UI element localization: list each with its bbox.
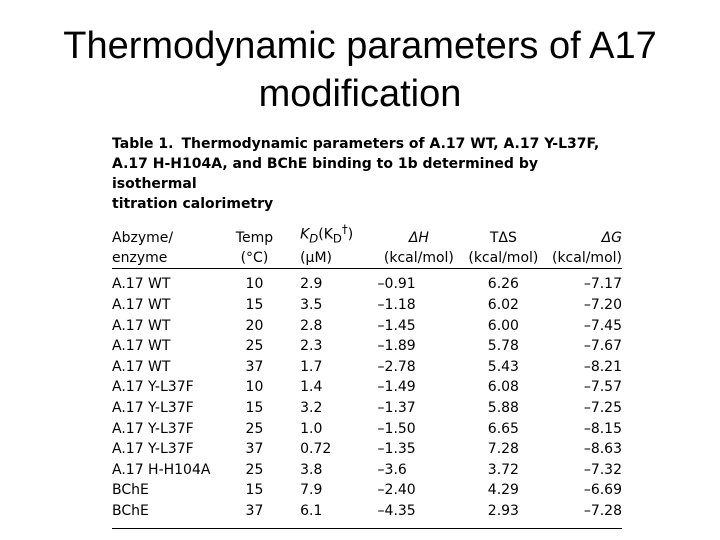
cell-name: BChE <box>112 501 223 528</box>
cell-temp: 37 <box>245 358 264 375</box>
table-row <box>112 419 622 440</box>
cell-temp: 37 <box>245 441 264 458</box>
cell-kd: 6.1 <box>286 501 377 528</box>
table-row <box>112 480 622 501</box>
cell-name: A.17 WT <box>112 297 171 314</box>
cell-temp: 10 <box>245 276 264 293</box>
table-body <box>112 269 622 528</box>
cell-temp: 25 <box>245 420 264 437</box>
cell-temp: 15 <box>245 400 264 417</box>
cell-dg: –7.20 <box>583 297 622 314</box>
header-t-delta-s <box>460 219 546 269</box>
cell-dh: –2.40 <box>377 482 416 499</box>
cell-name: A.17 Y-L37F <box>112 400 194 417</box>
cell-name: A.17 WT <box>112 317 171 334</box>
header-kd-paren-sub: D <box>332 231 342 246</box>
table-caption-label: Table 1. <box>112 136 174 152</box>
cell-name: A.17 WT <box>112 358 171 375</box>
cell-dg: –8.15 <box>583 420 622 437</box>
header-kd-unit: (µM) <box>300 250 333 267</box>
cell-kd: 2.8 <box>300 317 323 334</box>
cell-name: A.17 Y-L37F <box>112 441 194 458</box>
cell-temp: 25 <box>245 461 264 478</box>
header-name-line-2: enzyme <box>112 250 168 267</box>
cell-dh: –1.45 <box>377 317 416 334</box>
table-row <box>112 501 622 528</box>
cell-temp: 37 <box>223 501 286 528</box>
table-row <box>112 295 622 316</box>
cell-name: A.17 WT <box>112 276 171 293</box>
cell-dg: –7.67 <box>583 338 622 355</box>
cell-tds: 6.08 <box>487 379 519 396</box>
cell-tds: 7.28 <box>487 441 519 458</box>
header-dh-symbol: ΔH <box>408 230 429 247</box>
cell-dh: –2.78 <box>377 358 416 375</box>
header-kd-close: ) <box>347 226 354 243</box>
cell-dg: –7.57 <box>583 379 622 396</box>
cell-kd: 1.0 <box>300 420 323 437</box>
header-kd-sub: D <box>309 231 319 246</box>
header-tds-symbol: TΔS <box>489 230 517 247</box>
cell-kd: 0.72 <box>300 441 332 458</box>
slide-title-line-2: modification <box>258 73 462 115</box>
header-dg-symbol: ΔG <box>601 230 622 247</box>
cell-dh: –1.49 <box>377 379 416 396</box>
table-row <box>112 316 622 337</box>
table-row <box>112 398 622 419</box>
cell-kd: 1.7 <box>300 358 323 375</box>
cell-tds: 6.65 <box>487 420 519 437</box>
slide-title <box>20 22 700 118</box>
cell-kd: 3.2 <box>300 400 323 417</box>
cell-dg: –7.25 <box>583 400 622 417</box>
cell-kd: 2.9 <box>300 276 323 293</box>
table-header-row <box>112 219 622 269</box>
cell-temp: 10 <box>245 379 264 396</box>
table-row <box>112 377 622 398</box>
cell-dg: –8.63 <box>583 441 622 458</box>
header-dg-unit: (kcal/mol) <box>551 250 622 267</box>
cell-tds: 3.72 <box>487 461 519 478</box>
cell-kd: 3.8 <box>300 461 323 478</box>
table-row <box>112 460 622 481</box>
header-name-line-1: Abzyme/ <box>112 230 174 247</box>
cell-tds: 6.26 <box>487 276 519 293</box>
header-delta-h <box>378 219 461 269</box>
table-block <box>112 134 622 529</box>
header-kd <box>286 219 377 269</box>
table-caption-line-1: Thermodynamic parameters of A.17 WT, A.17 Y-L37F, <box>181 136 600 152</box>
cell-kd: 3.5 <box>300 297 323 314</box>
cell-dh: –1.18 <box>377 297 416 314</box>
cell-kd: 1.4 <box>300 379 323 396</box>
cell-temp: 20 <box>245 317 264 334</box>
header-kd-k: K <box>300 226 310 243</box>
cell-dg: –7.28 <box>547 501 622 528</box>
cell-dh: –4.35 <box>378 501 461 528</box>
cell-dh: –1.89 <box>377 338 416 355</box>
cell-tds: 5.43 <box>487 358 519 375</box>
cell-temp: 15 <box>245 297 264 314</box>
cell-dh: –1.37 <box>377 400 416 417</box>
cell-tds: 2.93 <box>460 501 546 528</box>
cell-kd: 7.9 <box>300 482 323 499</box>
cell-name: A.17 Y-L37F <box>112 379 194 396</box>
table-row <box>112 336 622 357</box>
cell-temp: 15 <box>245 482 264 499</box>
cell-tds: 5.78 <box>487 338 519 355</box>
slide-title-line-1: Thermodynamic parameters of A17 <box>63 25 657 67</box>
header-temp-line-2: (°C) <box>240 250 269 267</box>
cell-dh: –1.50 <box>377 420 416 437</box>
table-caption <box>112 134 622 214</box>
cell-dg: –7.17 <box>583 276 622 293</box>
cell-name: BChE <box>112 482 149 499</box>
cell-name: A.17 Y-L37F <box>112 420 194 437</box>
table-caption-line-3: titration calorimetry <box>112 196 274 212</box>
cell-dh: –1.35 <box>377 441 416 458</box>
cell-dh: –0.91 <box>377 276 416 293</box>
table-row <box>112 439 622 460</box>
header-kd-paren: (K <box>318 226 333 243</box>
cell-tds: 6.00 <box>487 317 519 334</box>
cell-name: A.17 WT <box>112 338 171 355</box>
cell-kd: 2.3 <box>300 338 323 355</box>
header-tds-unit: (kcal/mol) <box>468 250 539 267</box>
cell-tds: 4.29 <box>487 482 519 499</box>
header-temp-line-1: Temp <box>235 230 274 247</box>
header-dh-unit: (kcal/mol) <box>383 250 454 267</box>
table-row <box>112 269 622 295</box>
table-caption-line-2: A.17 H-H104A, and BChE binding to 1b determined by isothermal <box>112 156 538 192</box>
header-delta-g <box>547 219 622 269</box>
cell-dg: –8.21 <box>583 358 622 375</box>
cell-tds: 5.88 <box>487 400 519 417</box>
header-kd-dagger: † <box>341 222 348 236</box>
cell-dg: –7.32 <box>583 461 622 478</box>
thermodynamics-table <box>112 219 622 529</box>
header-kd-symbol <box>300 219 377 248</box>
cell-dg: –6.69 <box>583 482 622 499</box>
table-row <box>112 357 622 378</box>
cell-dg: –7.45 <box>583 317 622 334</box>
cell-name: A.17 H-H104A <box>112 461 211 478</box>
cell-temp: 25 <box>245 338 264 355</box>
cell-dh: –3.6 <box>377 461 407 478</box>
header-temp <box>223 219 286 269</box>
header-abzyme-enzyme <box>112 219 223 269</box>
cell-tds: 6.02 <box>487 297 519 314</box>
